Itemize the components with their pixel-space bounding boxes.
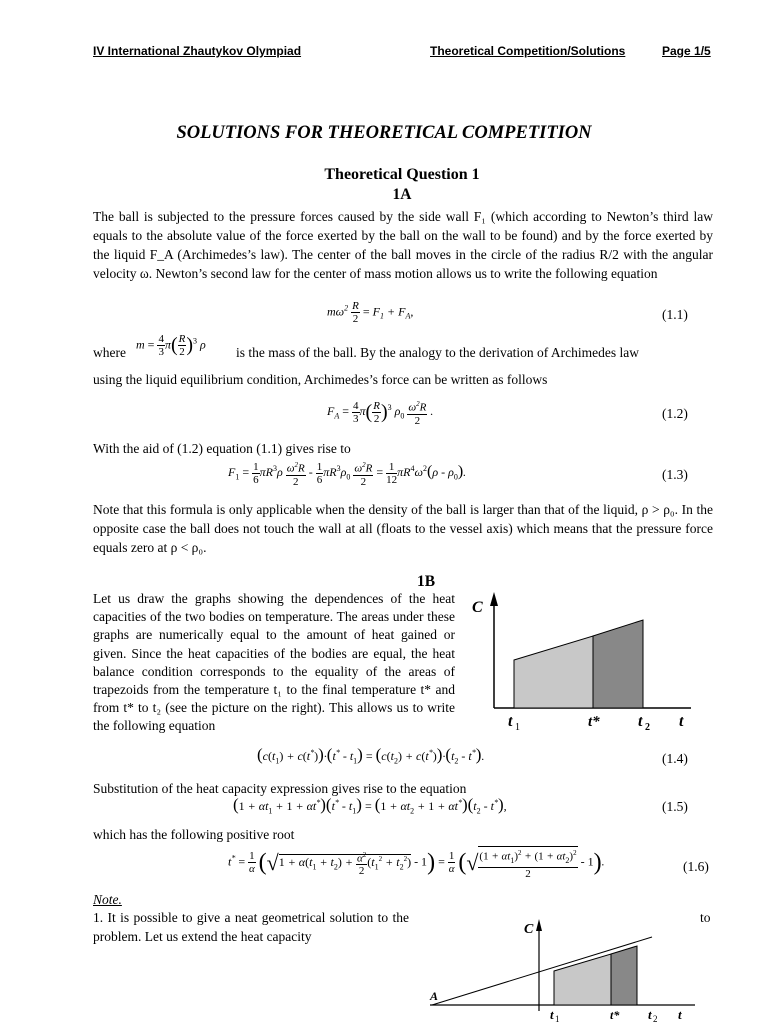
graph1-t2-sub: 2 [645,722,650,733]
equation-1-4: $(c(t_1) + c(t^*))\cdot(t^* - t_1) = (c(t_2) + c(t^*))\cdot(t_2 - t^*)$. [257,745,485,766]
equation-1-5: $(1 + \alpha t_1 + 1 + \alpha t^*)(t^* - t_1) = (1 + \alpha t_2 + 1 + \alpha t^*)(t_2 - t^*)$, [233,795,507,816]
equation-1-6-number: (1.6) [683,859,709,874]
paragraph-mass-where: where [93,345,126,360]
equation-1-1-number: (1.1) [662,307,688,322]
section-1a-heading: 1A [392,186,412,203]
page-header [93,44,713,60]
graph2-trapezoid-right [611,946,637,1005]
document-title: SOLUTIONS FOR THEORETICAL COMPETITION [176,123,592,143]
graph2-y-arrow [536,919,542,931]
paragraph-applicability: Note that this formula is only applicable when the density of the ball is larger than that of the liquid, ρ > ρ₀. In the opposite case the ball does not touch the wall at all (floats to the vessel axis) which means that the pressure force equals zero at ρ < ρ₀. [93,502,713,555]
graph1-t1-sub: 1 [515,722,520,733]
equation-1-2: $F_A$ = $\frac{4}{3}$ π( $\frac{R}{2}$ )$^3$ $\rho_0$ $\frac{\omega^2R}{2}$ . [327,399,434,427]
graph2-t2-sub: 2 [653,1014,658,1024]
graph2-trapezoid-left [554,954,611,1005]
equation-1-1: $m\omega^2$ $\frac{R}{2}$ = $F_1 + F_A$, [327,300,414,325]
graph2-t2-label: t [648,1007,652,1022]
equation-1-6: t* = $\frac{1}{\alpha}$ ($√1 + \alpha(t_1 + t_2)$ + $\frac{\alpha^2}{2}$ $(t_1^2 + t_2^2) - 1$) = $\frac{1}{\alpha}$ (√ $\frac{(1 + \alpha t_1)^2 + (1 + \alpha t_2)^2}{2}$ - 1). [228,846,605,880]
question-title: Theoretical Question 1 [324,166,480,183]
header-section: Theoretical Competition/Solutions [430,44,626,58]
equation-1-5-number: (1.5) [662,799,688,814]
heat-capacity-graph [466,590,706,740]
graph2-x-label: t [678,1007,682,1022]
header-page-number: Page 1/5 [662,44,711,58]
graph1-t2-label: t [638,713,643,730]
paragraph-substitution: Substitution of the heat capacity expression gives rise to the equation [93,781,467,796]
graph2-tstar-label: t* [610,1008,620,1022]
paragraph-1b-intro: Let us draw the graphs showing the dependences of the heat capacities of the two bodies on temperature. The areas under these graphs are numerically equal to the amount of heat gained or given. Since the heat capacities of the bodies are equal, the heat balance condition corresponds to the equality of the areas of trapezoids from the temperature t₁ to the final temperature t* and from t* to t₂ (see the picture on the right). This allows us to write the following equation [93,591,455,734]
equation-1-4-number: (1.4) [662,751,688,766]
paragraph-1a-intro: The ball is subjected to the pressure forces caused by the side wall F₁ (which according to Newton’s third law equals to the absolute value of the force exerted by the ball on the wall to be found) and by the force exerted by the liquid F_A (Archimedes’s law). The center of the ball moves in the circle of the radius R/2 with the angular velocity ω. Newton’s second law for the center of mass motion allows us to write the following equation [93,209,713,281]
paragraph-mass-rest: is the mass of the ball. By the analogy to the derivation of Archimedes law [236,345,640,360]
graph1-trapezoid-left [514,636,593,708]
equation-1-3-number: (1.3) [662,467,688,482]
equation-mass: m = $\frac{4}{3}$ π( $\frac{R}{2}$ )$^3$ ρ [136,333,206,358]
graph2-y-label: C [524,922,534,937]
equation-1-3: $F_1$ = $\frac{1}{6}$ $\pi R^3\rho$ $\frac{\omega^2R}{2}$ - $\frac{1}{6}$ $\pi R^3\rho_0$ $\frac{\omega^2R}{2}$ = $\frac{1}{12}$ $\pi R^4\omega^2(\rho - \rho_0)$. [228,460,467,488]
graph2-t1-sub: 1 [555,1014,560,1024]
section-1b-heading: 1B [416,573,436,590]
graph2-origin-label: A [430,989,439,1003]
paragraph-archimedes: using the liquid equilibrium condition, Archimedes’s force can be written as follows [93,372,548,387]
note-paragraph: 1. It is possible to give a neat geometrical solution to the problem. Let us extend the heat capacity [93,910,409,944]
note-paragraph-tail: to [700,910,711,925]
graph1-tstar-label: t* [588,714,600,730]
paragraph-positive-root: which has the following positive root [93,827,295,842]
equation-1-2-number: (1.2) [662,406,688,421]
header-olympiad: IV International Zhautykov Olympiad [93,44,302,58]
graph2-t1-label: t [550,1007,554,1022]
graph1-x-label: t [679,713,684,730]
graph1-trapezoid-right [593,620,643,708]
note-label: Note. [93,892,122,907]
graph1-y-label: C [472,599,483,616]
extended-heat-capacity-graph [420,915,700,1024]
paragraph-combine: With the aid of (1.2) equation (1.1) gives rise to [93,441,351,456]
graph1-t1-label: t [508,713,513,730]
graph1-y-arrow [490,592,498,606]
